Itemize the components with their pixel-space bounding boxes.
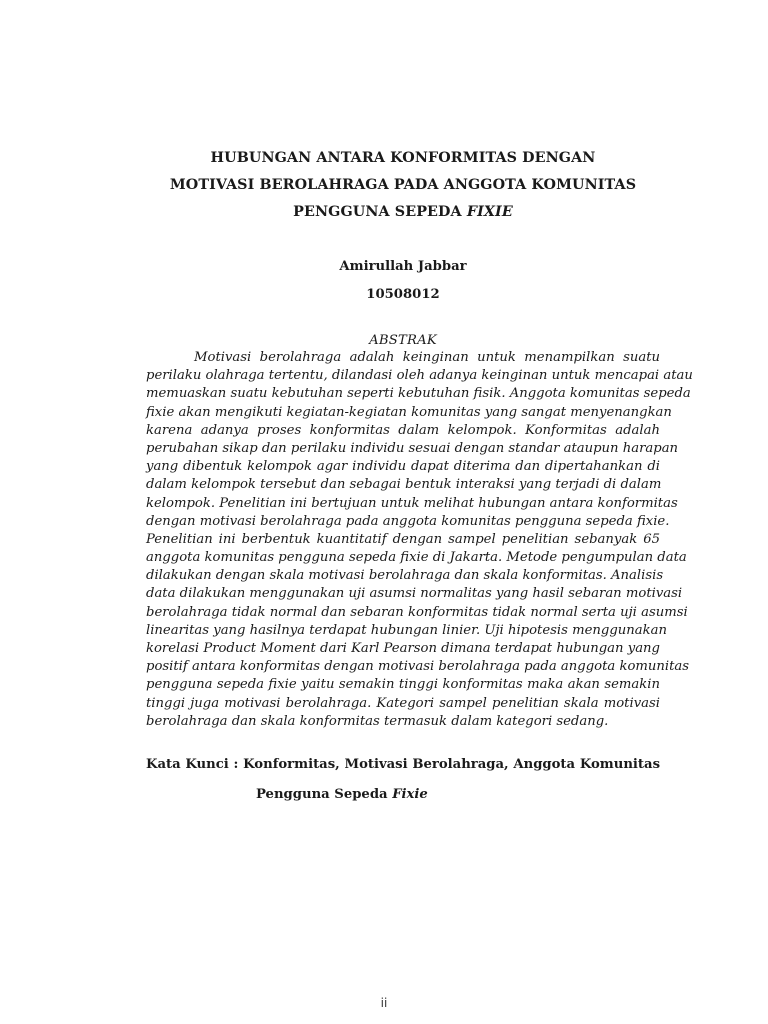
keywords-line-2: [146, 780, 660, 810]
title-line-2: MOTIVASI BEROLAHRAGA PADA ANGGOTA KOMUNITAS: [169, 177, 637, 193]
abstract-line: perilaku olahraga tertentu, dilandasi oleh adanya keinginan untuk mencapai atau: [146, 368, 693, 384]
student-id: 10508012: [366, 287, 440, 302]
abstract-line: anggota komunitas pengguna sepeda fixie di Jakarta. Metode pengumpulan data: [146, 550, 687, 566]
abstract-line: kelompok. Penelitian ini bertujuan untuk melihat hubungan antara konformitas: [146, 495, 678, 511]
abstract-body: [146, 349, 693, 731]
abstract-heading: ABSTRAK: [369, 333, 437, 348]
abstract-line: fixie akan mengikuti kegiatan-kegiatan komunitas yang sangat menyenangkan: [146, 404, 672, 420]
abstract-line: dengan motivasi berolahraga pada anggota komunitas pengguna sepeda fixie.: [146, 513, 670, 529]
page-number: ii: [380, 996, 388, 1010]
abstract-line: Motivasi berolahraga adalah keinginan untuk menampilkan suatu: [194, 350, 660, 365]
abstract-line: positif antara konformitas dengan motivasi berolahraga pada anggota komunitas: [146, 659, 690, 675]
abstract-line: dalam kelompok tersebut dan sebagai bentuk interaksi yang terjadi di dalam: [146, 477, 662, 493]
abstract-line: linearitas yang hasilnya terdapat hubungan linier. Uji hipotesis menggunakan: [146, 622, 667, 638]
title-line-1: HUBUNGAN ANTARA KONFORMITAS DENGAN: [210, 150, 596, 166]
keywords-line-2-text: Pengguna Sepeda: [256, 787, 393, 802]
keywords-italic-term: Fixie: [392, 787, 428, 802]
abstract-line: korelasi Product Moment dari Karl Pearson dimana terdapat hubungan yang: [146, 641, 660, 656]
abstract-line: data dilakukan menggunakan uji asumsi normalitas yang hasil sebaran motivasi: [146, 586, 683, 602]
abstract-line: berolahraga dan skala konformitas termasuk dalam kategori sedang.: [146, 713, 609, 729]
abstract-line: yang dibentuk kelompok agar individu dapat diterima dan dipertahankan di: [146, 459, 660, 475]
title-italic-term: FIXIE: [466, 204, 513, 220]
abstract-line: berolahraga tidak normal dan sebaran konformitas tidak normal serta uji asumsi: [146, 604, 688, 620]
author-name: Amirullah Jabbar: [339, 259, 467, 274]
abstract-line: memuaskan suatu kebutuhan seperti kebutuhan fisik. Anggota komunitas sepeda: [146, 386, 691, 402]
abstract-line: dilakukan dengan skala motivasi berolahraga dan skala konformitas. Analisis: [146, 568, 664, 584]
title-line-3-text: PENGGUNA SEPEDA: [293, 204, 467, 220]
paper-title: [146, 145, 660, 226]
title-line-3: [146, 199, 660, 226]
abstract-line: tinggi juga motivasi berolahraga. Kategori sampel penelitian skala motivasi: [146, 695, 660, 711]
keywords: [146, 750, 660, 810]
author-info: [146, 253, 660, 309]
abstract-line: karena adanya proses konformitas dalam kelompok. Konformitas adalah: [146, 422, 660, 438]
keywords-line-1: Kata Kunci : Konformitas, Motivasi Berolahraga, Anggota Komunitas: [146, 757, 660, 772]
abstract-line: perubahan sikap dan perilaku individu sesuai dengan standar ataupun harapan: [146, 440, 679, 456]
abstract-line: pengguna sepeda fixie yaitu semakin tinggi konformitas maka akan semakin: [146, 677, 660, 693]
abstract-line: Penelitian ini berbentuk kuantitatif dengan sampel penelitian sebanyak 65: [146, 531, 660, 547]
